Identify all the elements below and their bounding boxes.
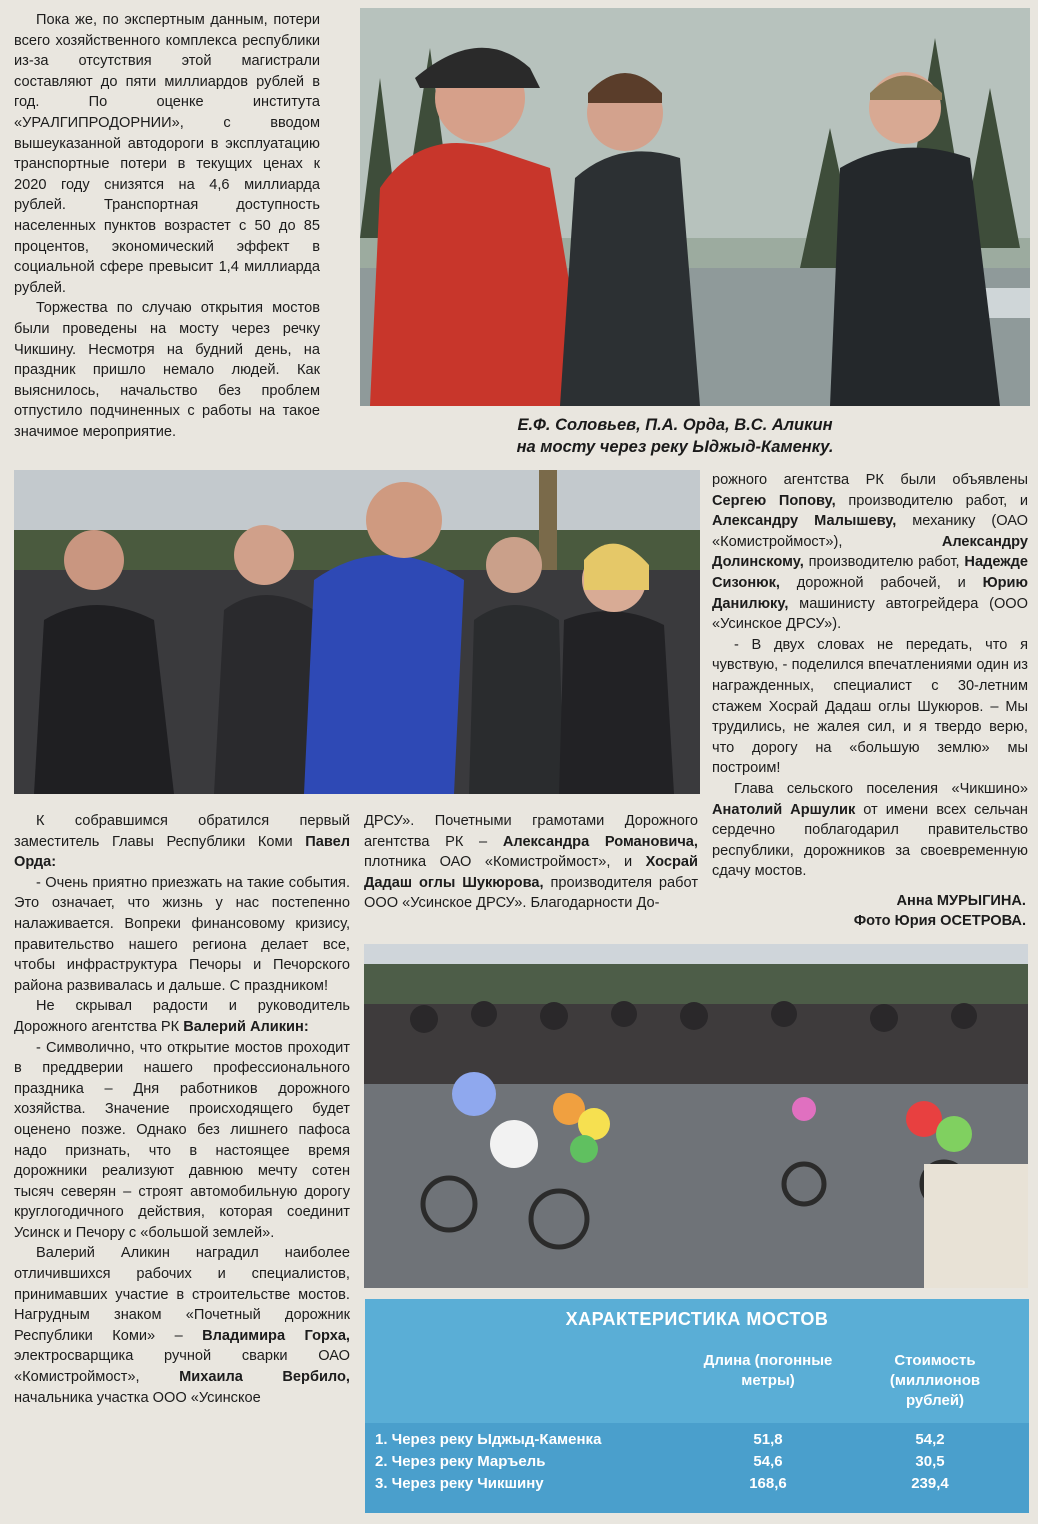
text-span: плотника ОАО «Комистроймост», и <box>364 854 646 871</box>
bridge-cost: 239,4 <box>911 1475 949 1492</box>
speaker-intro-2 <box>14 996 350 1037</box>
text-span: производителю работ, и <box>835 492 1028 509</box>
right-text-column <box>712 470 1028 882</box>
intro-text-column <box>14 10 320 442</box>
awards-paragraph <box>712 470 1028 635</box>
column-header-length: Длина (погонные метры) <box>703 1352 833 1389</box>
speech-2: - Символично, что открытие мостов проходит в преддверии нашего профессионального праздника – Дня работников дорожного хозяйства. Значение происходящего будет оценено позже. Однако без лишнего пафоса надо признать, что в настоящее время дорожники реализуют давнюю мечту сотен тысяч северян – строят автомобильную дорогу круглогодичного действия, которая соединит Усинск и Печору с «большой землей». <box>14 1039 350 1241</box>
awardee-name: Сергею Попову, <box>712 492 836 509</box>
bridge-cost: 30,5 <box>915 1453 945 1470</box>
awardee-name: Владимира Горха, <box>202 1327 350 1344</box>
text-span: ДРСУ». Почетными грамотами Дорожного агентства РК – <box>364 813 698 850</box>
photo-officials-on-bridge <box>360 8 1030 406</box>
intro-paragraph-1: Пока же, по экспертным данным, потери всего хозяйственного комплекса республики из-за отсутствия этой магистрали составляют до пяти миллиардов рублей в год. По оценке института «УРАЛГИПРОДОРНИИ», с вводом вышеуказанной автодороги в эксплуатацию транспортные потери в текущих ценах к 2020 году снизятся на 4,6 миллиарда рублей. Транспортная доступность населенных пунктов возрастет с 50 до 85 процентов, экономический эффект в социальной сфере превысит 1,4 миллиарда рублей. <box>14 12 320 296</box>
caption-line-2: на мосту через реку Ыджыд-Каменку. <box>516 438 834 456</box>
bridge-length: 54,6 <box>753 1453 783 1470</box>
awardee-name: Александра Романовича, <box>502 833 698 850</box>
middle-text-column <box>364 811 698 914</box>
speaker-intro-1 <box>14 811 350 873</box>
bridge-length: 168,6 <box>749 1475 787 1492</box>
awards-paragraph-mid <box>364 811 698 914</box>
table-row <box>365 1429 1029 1451</box>
bridge-name: 1. Через реку Ыджыд-Каменка <box>375 1431 602 1448</box>
speaker-name: Павел Орда: <box>14 833 350 871</box>
caption-line-1: Е.Ф. Соловьев, П.А. Орда, В.С. Аликин <box>517 416 833 434</box>
text-span: начальника участка ООО «Усинское <box>14 1389 261 1406</box>
column-header-cost: Стоимость (миллионов рублей) <box>889 1352 981 1409</box>
table-title: ХАРАКТЕРИСТИКА МОСТОВ <box>565 1309 829 1329</box>
official-name: Анатолий Аршулик <box>712 801 856 818</box>
text-span: рожного агентства РК были объявлены <box>712 472 1028 488</box>
awardee-name: Юрию Данилюку, <box>712 574 1028 612</box>
photo-credit: Фото Юрия ОСЕТРОВА. <box>853 913 1026 929</box>
awardee-name: Александру Малышеву, <box>712 513 897 530</box>
author-signature: Анна МУРЫГИНА. <box>896 893 1026 909</box>
intro-paragraph-2: Торжества по случаю открытия мостов были проведены на мосту через речку Чикшину. Несмотря на будний день, на праздник пришло немало людей. Как выяснилось, начальство без проблем отпустило подчиненных с работы на такое значимое мероприятие. <box>14 300 320 440</box>
awardee-name: Хосрай Дадаш оглы Шукюрова, <box>364 854 698 891</box>
text-span: Не скрывал радости и руководитель Дорожного агентства РК <box>14 998 350 1035</box>
awardee-name: Надежде Сизонюк, <box>712 554 1028 591</box>
awards-paragraph-left <box>14 1243 350 1408</box>
text-span: производителя работ ООО «Усинское ДРСУ». Благодарности До- <box>364 874 699 912</box>
closing-paragraph <box>712 779 1028 882</box>
photo-crowd-applauding <box>14 470 700 794</box>
speech-1: - Очень приятно приезжать на такие события. Это означает, что жизнь у нас постепенно налаживается. Вопреки финансовому кризису, правительство нашего региона делает все, чтобы инфраструктура Печоры и Печорского района развивалась и дальше. С праздником! <box>14 874 350 994</box>
text-span: электросварщика ручной сварки ОАО «Комистроймост», <box>14 1348 350 1386</box>
table-row <box>365 1451 1029 1473</box>
photo-caption <box>360 414 990 458</box>
text-span: К собравшимся обратился первый заместитель Главы Республики Коми <box>14 813 350 850</box>
text-span: дорожной рабочей, и <box>779 574 983 591</box>
quote-paragraph: - В двух словах не передать, что я чувствую, - поделился впечатлениями один из награжденных, специалист с 30-летним стажем Хосрай Дадаш оглы Шукюров. – Мы трудились, не жалея сил, и я твердо верю, что дорогу на «большую землю» мы построим! <box>712 636 1028 777</box>
text-span: от имени всех сельчан сердечно поблагодарил правительство республики, дорожников за своевременную сдачу мостов. <box>712 801 1028 880</box>
left-text-column <box>14 811 350 1408</box>
table-row <box>365 1473 1029 1495</box>
text-span: Валерий Аликин наградил наиболее отличившихся рабочих и специалистов, принимавших участие в строительстве мостов. Нагрудным знаком «Почетный дорожник Республики Коми» – <box>14 1245 350 1344</box>
bridge-name: 2. Через реку Маръель <box>375 1453 546 1470</box>
table-body <box>365 1423 1029 1513</box>
text-span: Глава сельского поселения «Чикшино» <box>734 780 1028 797</box>
bridges-table <box>365 1299 1029 1513</box>
awardee-name: Александру Долинскому, <box>712 533 1028 571</box>
text-span: механику (ОАО «Комистроймост»), <box>712 513 1028 550</box>
awardee-name: Михаила Вербило, <box>179 1369 350 1386</box>
text-span: производителю работ, <box>803 554 965 571</box>
speaker-name: Валерий Аликин: <box>183 1018 309 1035</box>
bridge-name: 3. Через реку Чикшину <box>375 1475 544 1492</box>
bridge-length: 51,8 <box>753 1431 783 1448</box>
photo-children-bicycles <box>364 944 1028 1288</box>
bridge-cost: 54,2 <box>915 1431 945 1448</box>
text-span: машинисту автогрейдера (ООО «Усинское ДРСУ»). <box>712 595 1028 633</box>
